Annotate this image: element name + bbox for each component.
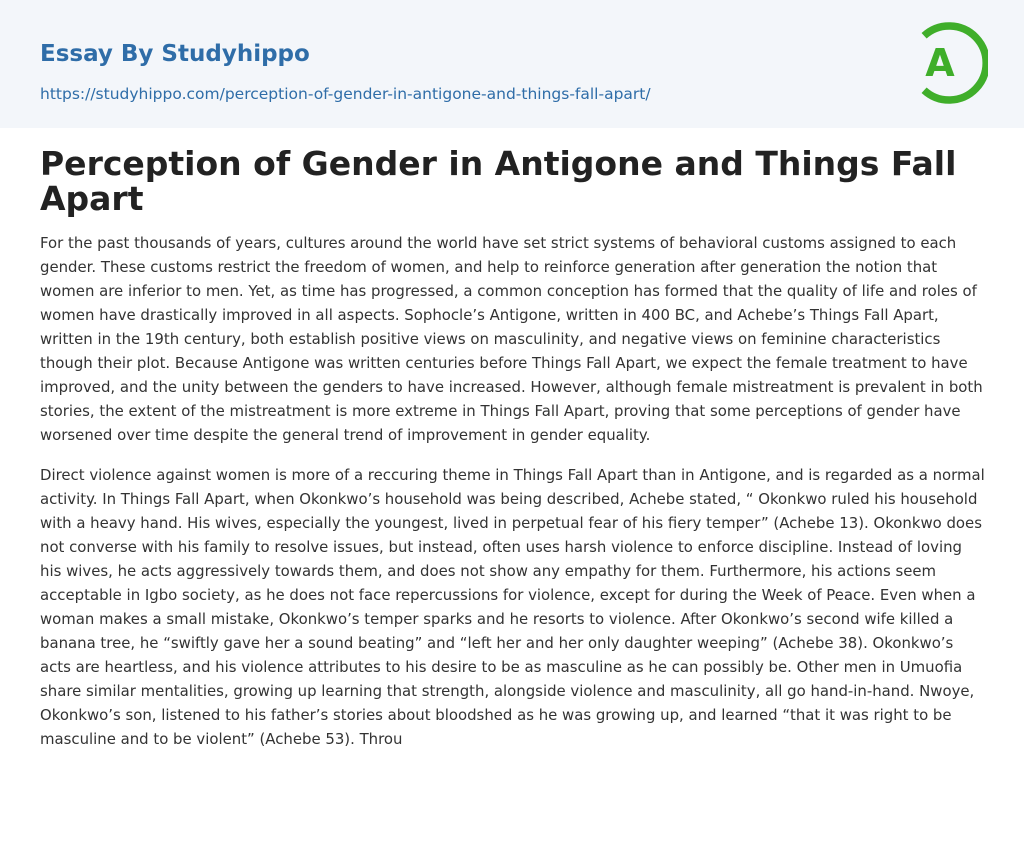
site-brand[interactable]: Essay By Studyhippo <box>40 41 310 67</box>
article <box>40 146 986 751</box>
article-title: Perception of Gender in Antigone and Things Fall Apart <box>40 144 957 218</box>
studyhippo-logo-icon[interactable] <box>910 20 988 106</box>
site-header <box>0 0 1024 128</box>
essay-url-link[interactable]: https://studyhippo.com/perception-of-gender-in-antigone-and-things-fall-apart/ <box>40 85 651 103</box>
article-paragraph: Direct violence against women is more of a reccuring theme in Things Fall Apart than in Antigone, and is regarded as a normal activity. In Things Fall Apart, when Okonkwo’s household was being described, Achebe stated, “ Okonkwo ruled his household with a heavy hand. His wives, especially the youngest, lived in perpetual fear of his fiery temper” (Achebe 13). Okonkwo does not converse with his family to resolve issues, but instead, often uses harsh violence to enforce discipline. Instead of loving his wives, he acts aggressively towards them, and does not show any empathy for them. Furthermore, his actions seem acceptable in Igbo society, as he does not face repercussions for violence, except for during the Week of Peace. Even when a woman makes a small mistake, Okonkwo’s temper sparks and he resorts to violence. After Okonkwo’s second wife killed a banana tree, he “swiftly gave her a sound beating” and “left her and her only daughter weeping” (Achebe 38). Okonkwo’s acts are heartless, and his violence attributes to his desire to be as masculine as he can possibly be. Other men in Umuofia share similar mentalities, growing up learning that strength, alongside violence and masculinity, all go hand-in-hand. Nwoye, Okonkwo’s son, listened to his father’s stories about bloodshed as he was growing up, and learned “that it was right to be masculine and to be violent” (Achebe 53). Throu <box>40 466 985 748</box>
logo-letter: A <box>925 41 955 85</box>
article-paragraph: For the past thousands of years, cultures around the world have set strict systems of behavioral customs assigned to each gender. These customs restrict the freedom of women, and help to reinforce generation after generation the notion that women are inferior to men. Yet, as time has progressed, a common conception has formed that the quality of life and roles of women have drastically improved in all aspects. Sophocle’s Antigone, written in 400 BC, and Achebe’s Things Fall Apart, written in the 19th century, both establish positive views on masculinity, and negative views on feminine characteristics though their plot. Because Antigone was written centuries before Things Fall Apart, we expect the female treatment to have improved, and the unity between the genders to have increased. However, although female mistreatment is prevalent in both stories, the extent of the mistreatment is more extreme in Things Fall Apart, proving that some perceptions of gender have worsened over time despite the general trend of improvement in gender equality. <box>40 234 983 444</box>
